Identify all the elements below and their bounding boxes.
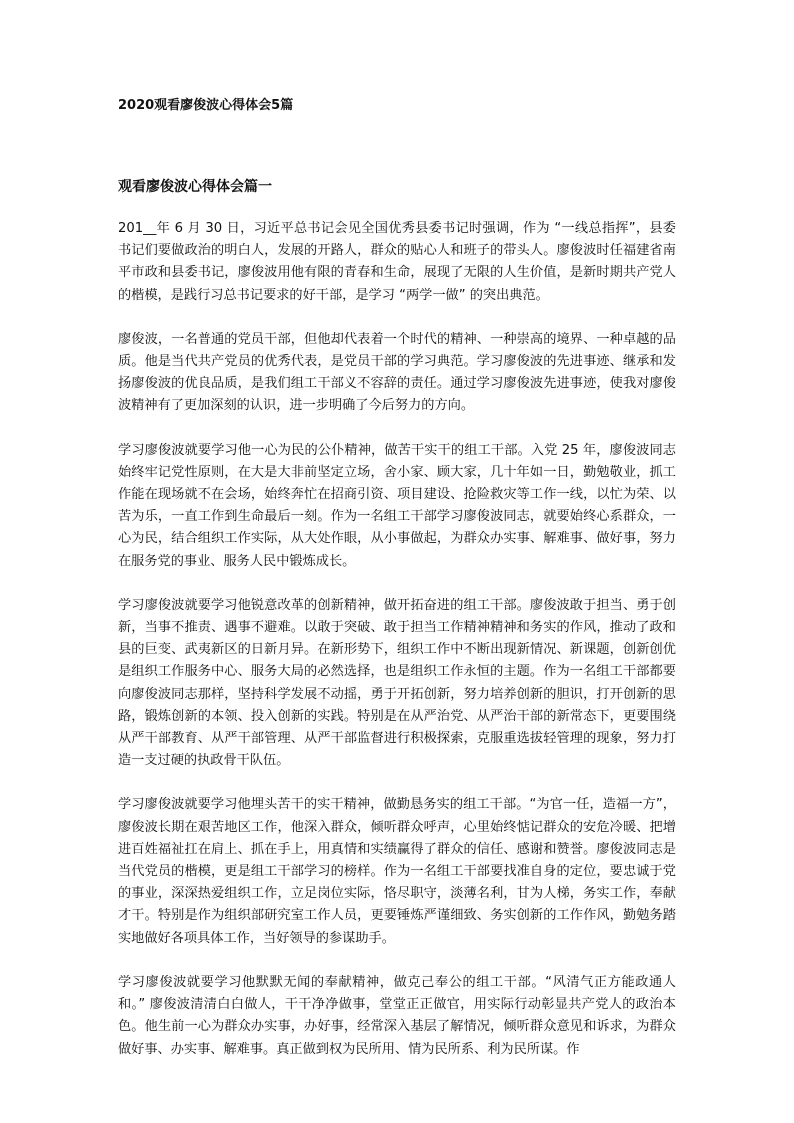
document-body: [118, 218, 676, 1083]
paragraph-5: 学习廖俊波就要学习他埋头苦干的实干精神，做勤恳务实的组工干部。“为官一任，造福一方”，廖俊波长期在艰苦地区工作，他深入群众，倾听群众呼声，心里始终惦记群众的安危冷暖、把增进百姓福祉扛在肩上、抓在手上，用真情和实绩赢得了群众的信任、感谢和赞誉。廖俊波同志是当代党员的楷模，更是组工干部学习的榜样。作为一名组工干部要找准自身的定位，要忠诚于党的事业，深深热爱组织工作，立足岗位实际，恪尽职守，淡薄名利，甘为人梯，务实工作，奉献才干。特别是作为组织部研究室工作人员，更要锤炼严谨细致、务实创新的工作作风，勤勉务踏实地做好各项具体工作，当好领导的参谋助手。: [118, 797, 676, 946]
paragraph-2: 廖俊波，一名普通的党员干部，但他却代表着一个时代的精神、一种崇高的境界、一种卓越的品质。他是当代共产党员的优秀代表，是党员干部的学习典范。学习廖俊波的先进事迹、继承和发扬廖俊波的优良品质，是我们组工干部义不容辞的责任。通过学习廖俊波先进事迹，使我对廖俊波精神有了更加深刻的认识，进一步明确了今后努力的方向。: [118, 331, 676, 414]
document-title: 2020观看廖俊波心得体会5篇: [118, 98, 294, 113]
paragraph-4: 学习廖俊波就要学习他锐意改革的创新精神，做开拓奋进的组工干部。廖俊波敢于担当、勇于创新，当事不推责、遇事不避难。以敢于突破、敢于担当工作精神精神和务实的作风，推动了政和县的巨变、武夷新区的日新月异。在新形势下，组织工作中不断出现新情况、新课题，创新创优是组织工作服务中心、服务大局的必然选择，也是组织工作永恒的主题。作为一名组工干部都要向廖俊波同志那样，坚持科学发展不动摇，勇于开拓创新，努力培养创新的胆识，打开创新的思路，锻炼创新的本领、投入创新的实践。特别是在从严治党、从严治干部的新常态下，更要围绕从严干部教育、从严干部管理、从严干部监督进行积极探索，克服重选拔轻管理的现象，努力打造一支过硬的执政骨干队伍。: [118, 597, 676, 769]
paragraph-3: 学习廖俊波就要学习他一心为民的公仆精神，做苦干实干的组工干部。入党 25 年，廖俊波同志始终牢记党性原则，在大是大非前坚定立场，舍小家、顾大家，几十年如一日，勤勉敬业，抓工作能在现场就不在会场，始终奔忙在招商引资、项目建设、抢险救灾等工作一线，以忙为荣、以苦为乐，一直工作到生命最后一刻。作为一名组工干部学习廖俊波同志，就要始终心系群众，一心为民，结合组织工作实际，从大处作眼，从小事做起，为群众办实事、解难事、做好事，努力在服务党的事业、服务人民中锻炼成长。: [118, 442, 676, 569]
paragraph-6: 学习廖俊波就要学习他默默无闻的奉献精神，做克己奉公的组工干部。“风清气正方能政通人和。” 廖俊波清清白白做人，干干净净做事，堂堂正正做官，用实际行动彰显共产党人的政治本色。他生前一心为群众办实事，办好事，经常深入基层了解情况，倾听群众意见和诉求，为群众做好事、办实事、解难事。真正做到权为民所用、情为民所系、利为民所谋。作: [118, 974, 676, 1057]
section-heading: 观看廖俊波心得体会篇一: [118, 179, 272, 195]
paragraph-1: 201__年 6 月 30 日，习近平总书记会见全国优秀县委书记时强调，作为 “一线总指挥”，县委书记们要做政治的明白人，发展的开路人，群众的贴心人和班子的带头人。廖俊波时任福建省南平市政和县委书记，廖俊波用他有限的青春和生命，展现了无限的人生价值，是新时期共产党人的楷模，是践行习总书记要求的好干部，是学习 “两学一做” 的突出典范。: [118, 221, 676, 303]
